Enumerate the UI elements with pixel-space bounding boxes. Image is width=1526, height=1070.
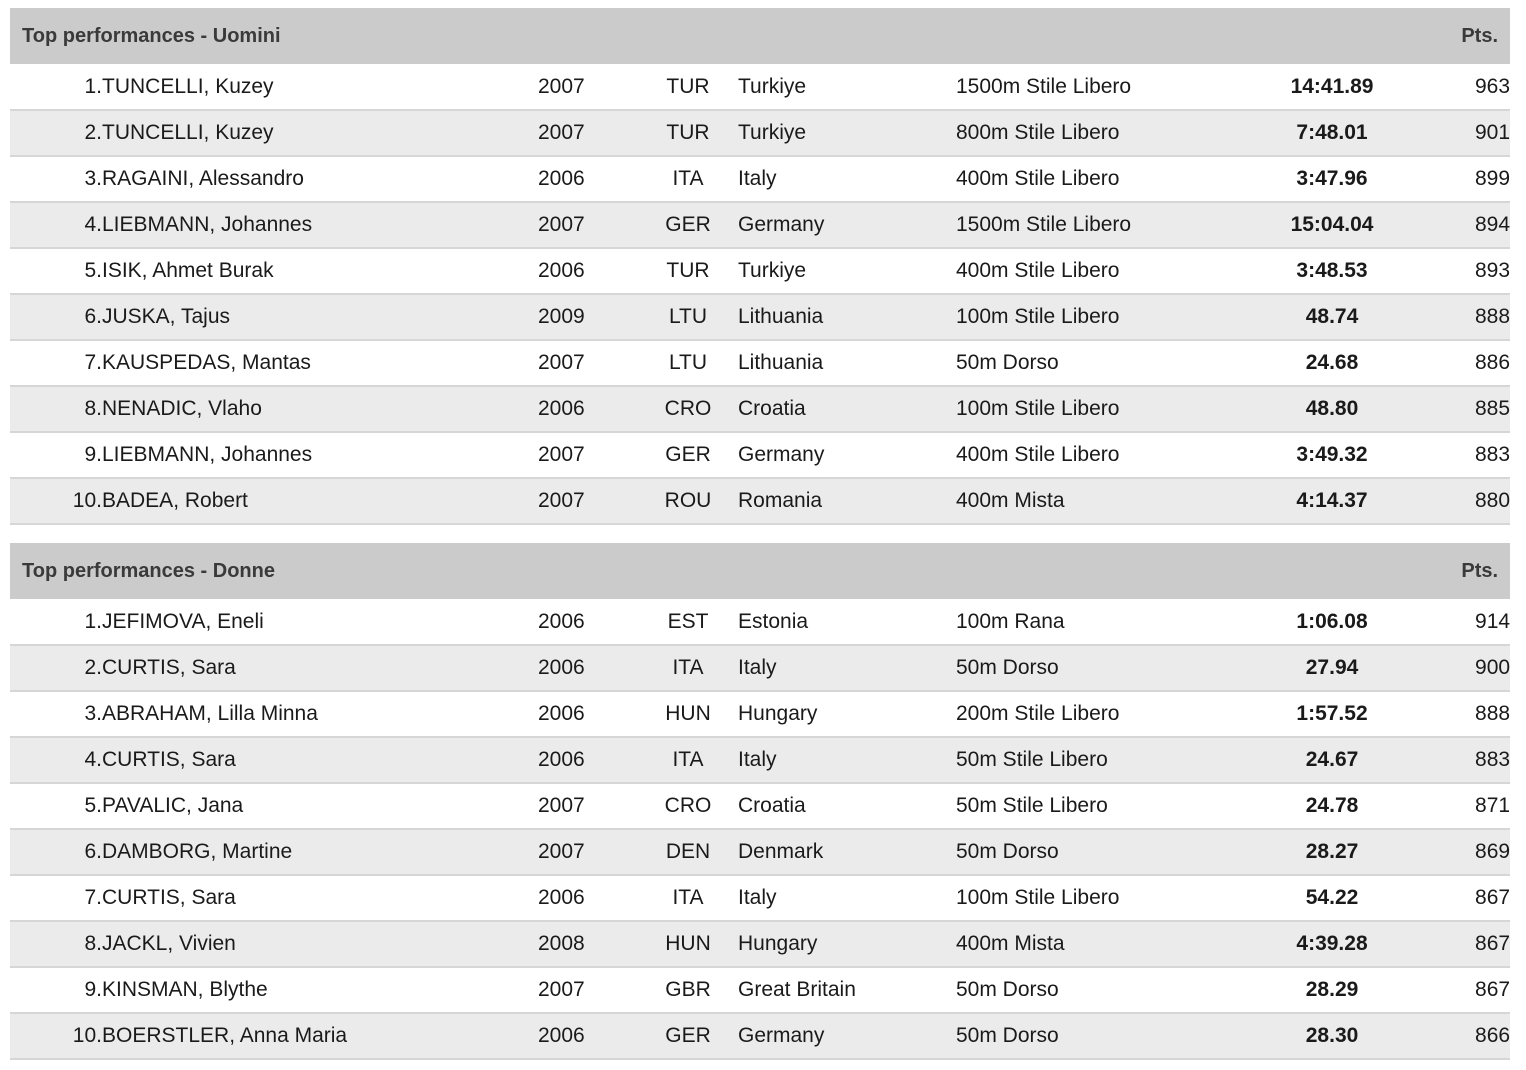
table-row <box>10 340 1510 386</box>
event-cell: 50m Stile Libero <box>956 737 1232 783</box>
rank-cell: 4. <box>10 737 102 783</box>
points-cell: 963 <box>1432 64 1510 110</box>
event-cell: 1500m Stile Libero <box>956 202 1232 248</box>
time-cell: 15:04.04 <box>1232 202 1432 248</box>
nation-code-cell: GER <box>638 202 738 248</box>
rank-cell: 10. <box>10 478 102 524</box>
table-row <box>10 921 1510 967</box>
athlete-name-cell: CURTIS, Sara <box>102 875 538 921</box>
points-cell: 886 <box>1432 340 1510 386</box>
nation-code-cell: LTU <box>638 340 738 386</box>
points-cell: 888 <box>1432 691 1510 737</box>
athlete-name-cell: CURTIS, Sara <box>102 645 538 691</box>
event-cell: 400m Mista <box>956 478 1232 524</box>
time-cell: 1:57.52 <box>1232 691 1432 737</box>
time-cell: 27.94 <box>1232 645 1432 691</box>
nation-code-cell: ITA <box>638 875 738 921</box>
rank-cell: 2. <box>10 645 102 691</box>
birth-year-cell: 2007 <box>538 110 638 156</box>
athlete-name-cell: KAUSPEDAS, Mantas <box>102 340 538 386</box>
rank-cell: 6. <box>10 829 102 875</box>
rank-cell: 7. <box>10 875 102 921</box>
nation-code-cell: CRO <box>638 783 738 829</box>
country-cell: Italy <box>738 875 956 921</box>
time-cell: 3:47.96 <box>1232 156 1432 202</box>
time-cell: 28.29 <box>1232 967 1432 1013</box>
time-cell: 24.78 <box>1232 783 1432 829</box>
country-cell: Romania <box>738 478 956 524</box>
table-row <box>10 691 1510 737</box>
country-cell: Turkiye <box>738 248 956 294</box>
birth-year-cell: 2008 <box>538 921 638 967</box>
points-cell: 883 <box>1432 432 1510 478</box>
event-cell: 100m Rana <box>956 599 1232 645</box>
nation-code-cell: GER <box>638 432 738 478</box>
event-cell: 100m Stile Libero <box>956 875 1232 921</box>
points-cell: 866 <box>1432 1013 1510 1059</box>
birth-year-cell: 2007 <box>538 432 638 478</box>
points-cell: 914 <box>1432 599 1510 645</box>
birth-year-cell: 2007 <box>538 340 638 386</box>
time-cell: 3:48.53 <box>1232 248 1432 294</box>
nation-code-cell: CRO <box>638 386 738 432</box>
rank-cell: 3. <box>10 156 102 202</box>
time-cell: 4:39.28 <box>1232 921 1432 967</box>
time-cell: 24.68 <box>1232 340 1432 386</box>
country-cell: Denmark <box>738 829 956 875</box>
nation-code-cell: DEN <box>638 829 738 875</box>
rank-cell: 5. <box>10 783 102 829</box>
table-row <box>10 202 1510 248</box>
points-column-header: Pts. <box>1461 559 1499 582</box>
table-row <box>10 737 1510 783</box>
country-cell: Croatia <box>738 386 956 432</box>
event-cell: 50m Dorso <box>956 340 1232 386</box>
nation-code-cell: ITA <box>638 156 738 202</box>
table-row <box>10 1013 1510 1059</box>
table-row <box>10 64 1510 110</box>
country-cell: Germany <box>738 1013 956 1059</box>
birth-year-cell: 2006 <box>538 691 638 737</box>
nation-code-cell: ROU <box>638 478 738 524</box>
time-cell: 3:49.32 <box>1232 432 1432 478</box>
rank-cell: 8. <box>10 921 102 967</box>
birth-year-cell: 2006 <box>538 599 638 645</box>
women-performances-table <box>10 543 1510 1060</box>
birth-year-cell: 2007 <box>538 64 638 110</box>
birth-year-cell: 2006 <box>538 156 638 202</box>
country-cell: Germany <box>738 202 956 248</box>
table-row <box>10 386 1510 432</box>
time-cell: 1:06.08 <box>1232 599 1432 645</box>
event-cell: 400m Mista <box>956 921 1232 967</box>
time-cell: 48.74 <box>1232 294 1432 340</box>
athlete-name-cell: CURTIS, Sara <box>102 737 538 783</box>
birth-year-cell: 2007 <box>538 202 638 248</box>
athlete-name-cell: JACKL, Vivien <box>102 921 538 967</box>
rank-cell: 5. <box>10 248 102 294</box>
section-title: Top performances - Donne <box>22 559 275 582</box>
country-cell: Croatia <box>738 783 956 829</box>
table-row <box>10 645 1510 691</box>
birth-year-cell: 2007 <box>538 478 638 524</box>
event-cell: 50m Dorso <box>956 1013 1232 1059</box>
country-cell: Italy <box>738 156 956 202</box>
country-cell: Lithuania <box>738 294 956 340</box>
event-cell: 800m Stile Libero <box>956 110 1232 156</box>
men-performances-table <box>10 8 1510 525</box>
event-cell: 400m Stile Libero <box>956 156 1232 202</box>
rank-cell: 4. <box>10 202 102 248</box>
table-row <box>10 156 1510 202</box>
event-cell: 50m Dorso <box>956 829 1232 875</box>
birth-year-cell: 2007 <box>538 829 638 875</box>
event-cell: 50m Stile Libero <box>956 783 1232 829</box>
athlete-name-cell: BOERSTLER, Anna Maria <box>102 1013 538 1059</box>
points-cell: 893 <box>1432 248 1510 294</box>
nation-code-cell: HUN <box>638 691 738 737</box>
event-cell: 1500m Stile Libero <box>956 64 1232 110</box>
athlete-name-cell: RAGAINI, Alessandro <box>102 156 538 202</box>
event-cell: 400m Stile Libero <box>956 432 1232 478</box>
points-column-header: Pts. <box>1461 24 1499 47</box>
country-cell: Italy <box>738 645 956 691</box>
athlete-name-cell: DAMBORG, Martine <box>102 829 538 875</box>
points-cell: 867 <box>1432 921 1510 967</box>
time-cell: 14:41.89 <box>1232 64 1432 110</box>
birth-year-cell: 2007 <box>538 783 638 829</box>
rank-cell: 7. <box>10 340 102 386</box>
rank-cell: 3. <box>10 691 102 737</box>
nation-code-cell: TUR <box>638 64 738 110</box>
event-cell: 100m Stile Libero <box>956 386 1232 432</box>
rank-cell: 10. <box>10 1013 102 1059</box>
event-cell: 50m Dorso <box>956 645 1232 691</box>
table-row <box>10 248 1510 294</box>
athlete-name-cell: TUNCELLI, Kuzey <box>102 110 538 156</box>
nation-code-cell: TUR <box>638 248 738 294</box>
country-cell: Hungary <box>738 921 956 967</box>
event-cell: 200m Stile Libero <box>956 691 1232 737</box>
table-row <box>10 599 1510 645</box>
points-cell: 899 <box>1432 156 1510 202</box>
time-cell: 28.27 <box>1232 829 1432 875</box>
birth-year-cell: 2006 <box>538 386 638 432</box>
athlete-name-cell: KINSMAN, Blythe <box>102 967 538 1013</box>
rank-cell: 1. <box>10 64 102 110</box>
nation-code-cell: ITA <box>638 737 738 783</box>
points-cell: 867 <box>1432 967 1510 1013</box>
table-row <box>10 110 1510 156</box>
points-cell: 883 <box>1432 737 1510 783</box>
women-rows <box>10 599 1510 1059</box>
points-cell: 901 <box>1432 110 1510 156</box>
birth-year-cell: 2006 <box>538 645 638 691</box>
country-cell: Turkiye <box>738 110 956 156</box>
athlete-name-cell: JUSKA, Tajus <box>102 294 538 340</box>
nation-code-cell: LTU <box>638 294 738 340</box>
birth-year-cell: 2007 <box>538 967 638 1013</box>
time-cell: 48.80 <box>1232 386 1432 432</box>
country-cell: Hungary <box>738 691 956 737</box>
time-cell: 28.30 <box>1232 1013 1432 1059</box>
birth-year-cell: 2006 <box>538 875 638 921</box>
section-header-women <box>10 543 1510 599</box>
birth-year-cell: 2006 <box>538 248 638 294</box>
table-row <box>10 432 1510 478</box>
birth-year-cell: 2006 <box>538 1013 638 1059</box>
country-cell: Turkiye <box>738 64 956 110</box>
section-header-men <box>10 8 1510 64</box>
event-cell: 50m Dorso <box>956 967 1232 1013</box>
rank-cell: 1. <box>10 599 102 645</box>
country-cell: Estonia <box>738 599 956 645</box>
points-cell: 880 <box>1432 478 1510 524</box>
rank-cell: 9. <box>10 432 102 478</box>
time-cell: 24.67 <box>1232 737 1432 783</box>
rank-cell: 2. <box>10 110 102 156</box>
rank-cell: 6. <box>10 294 102 340</box>
nation-code-cell: GER <box>638 1013 738 1059</box>
table-row <box>10 294 1510 340</box>
nation-code-cell: ITA <box>638 645 738 691</box>
athlete-name-cell: TUNCELLI, Kuzey <box>102 64 538 110</box>
country-cell: Germany <box>738 432 956 478</box>
points-cell: 867 <box>1432 875 1510 921</box>
points-cell: 885 <box>1432 386 1510 432</box>
athlete-name-cell: NENADIC, Vlaho <box>102 386 538 432</box>
athlete-name-cell: LIEBMANN, Johannes <box>102 432 538 478</box>
table-row <box>10 875 1510 921</box>
rank-cell: 8. <box>10 386 102 432</box>
athlete-name-cell: PAVALIC, Jana <box>102 783 538 829</box>
points-cell: 869 <box>1432 829 1510 875</box>
men-rows <box>10 64 1510 524</box>
nation-code-cell: TUR <box>638 110 738 156</box>
points-cell: 900 <box>1432 645 1510 691</box>
time-cell: 7:48.01 <box>1232 110 1432 156</box>
nation-code-cell: EST <box>638 599 738 645</box>
athlete-name-cell: JEFIMOVA, Eneli <box>102 599 538 645</box>
birth-year-cell: 2006 <box>538 737 638 783</box>
birth-year-cell: 2009 <box>538 294 638 340</box>
points-cell: 894 <box>1432 202 1510 248</box>
table-row <box>10 829 1510 875</box>
table-row <box>10 967 1510 1013</box>
athlete-name-cell: BADEA, Robert <box>102 478 538 524</box>
athlete-name-cell: ISIK, Ahmet Burak <box>102 248 538 294</box>
country-cell: Italy <box>738 737 956 783</box>
country-cell: Lithuania <box>738 340 956 386</box>
rank-cell: 9. <box>10 967 102 1013</box>
nation-code-cell: GBR <box>638 967 738 1013</box>
event-cell: 100m Stile Libero <box>956 294 1232 340</box>
athlete-name-cell: LIEBMANN, Johannes <box>102 202 538 248</box>
table-row <box>10 478 1510 524</box>
section-title: Top performances - Uomini <box>22 24 281 47</box>
time-cell: 4:14.37 <box>1232 478 1432 524</box>
event-cell: 400m Stile Libero <box>956 248 1232 294</box>
country-cell: Great Britain <box>738 967 956 1013</box>
time-cell: 54.22 <box>1232 875 1432 921</box>
points-cell: 871 <box>1432 783 1510 829</box>
points-cell: 888 <box>1432 294 1510 340</box>
nation-code-cell: HUN <box>638 921 738 967</box>
athlete-name-cell: ABRAHAM, Lilla Minna <box>102 691 538 737</box>
table-row <box>10 783 1510 829</box>
